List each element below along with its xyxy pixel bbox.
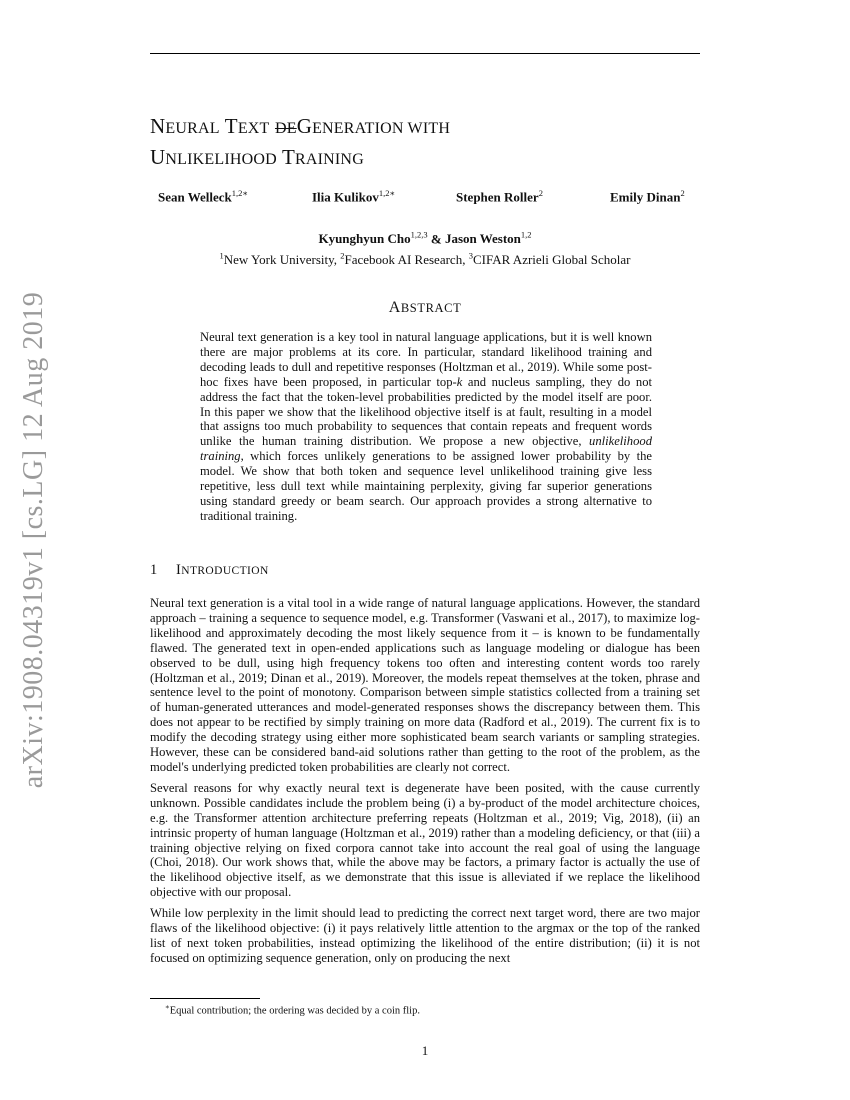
- footnote-rule: [150, 998, 260, 999]
- author: Ilia Kulikov$^{1,2∗}$: [312, 188, 396, 205]
- arxiv-stamp: arXiv:1908.04319v1 [cs.LG] 12 Aug 2019: [18, 291, 49, 789]
- body-text: [150, 596, 700, 972]
- author: Jason Weston$^{1,2}$: [444, 230, 532, 247]
- author: Sean Welleck$^{1,2∗}$: [158, 188, 249, 205]
- paper-title: NEURAL TEXT DEGENERATION WITH UNLIKELIHOOD TRAINING: [150, 114, 451, 169]
- page-number: 1: [421, 1043, 429, 1058]
- footnote: ∗Equal contribution; the ordering was decided by a coin flip.: [165, 1003, 420, 1017]
- author: Kyunghyun Cho$^{1,2,3}$: [318, 230, 428, 247]
- top-rule: [150, 53, 700, 54]
- abstract-heading: ABSTRACT: [388, 299, 462, 316]
- author: Emily Dinan$^2$: [610, 188, 685, 205]
- authors-row-2: Kyunghyun Cho$^{1,2,3}$ & Jason Weston$^{1,2}$ $^1$New York University, $^2$Facebook AI Research, $^3$CIFAR Azrieli Global Scholar: [219, 230, 631, 267]
- author: Stephen Roller$^2$: [456, 188, 543, 205]
- paragraph: Several reasons for why exactly neural text is degenerate have been posited, with the cause currently unknown. Possible candidates include the problem being (i) a by-product of the model architecture choices, e.g. the Transformer attention architecture preferring repeats (Holtzman et al., 2019; Vig, 2018), (ii) an intrinsic property of human language (Holtzman et al., 2019) rather than a modeling deficiency, or that (iii) a training objective relying on fixed corpora cannot take into account the real goal of using the language (Choi, 2018). Our work shows that, while the above may be factors, a primary factor is actually the use of the likelihood objective itself, as we demonstrate that this issue is alleviated if we replace the likelihood objective with our proposal.: [150, 780, 700, 900]
- title-strikethrough: DE: [274, 120, 297, 137]
- abstract-text: Neural text generation is a key tool in natural language applications, but it is well known there are major problems at its core. In particular, standard likelihood training and decoding leads to dull and repetitive responses (Holtzman et al., 2019). While some post-hoc fixes have been proposed, in particular top-k and nucleus sampling, they do not address the fact that the token-level probabilities predicted by the model itself are poor. In this paper we show that the likelihood objective itself is at fault, resulting in a model that assigns too much probability to sequences that contain repeats and frequent words unlike the human training distribution. We propose a new objective, unlikelihood training, which forces unlikely generations to be assigned lower probability by the model. We show that both token and sequence level unlikelihood training give less repetitive, less dull text while maintaining perplexity, giving far superior generations using standard greedy or beam search. Our approach provides a strong alternative to traditional training.: [200, 330, 652, 523]
- paragraph: While low perplexity in the limit should lead to predicting the correct next target word, there are two major flaws of the likelihood objective: (i) it pays relatively little attention to the argmax or the top of the ranked list of next token probabilities, instead optimizing the likelihood of the entire distribution; (ii) it is not focused on optimizing sequence generation, only on producing the next: [150, 906, 700, 965]
- section-heading: 1 INTRODUCTION: [150, 562, 269, 578]
- affiliations: $^1$New York University, $^2$Facebook AI Research, $^3$CIFAR Azrieli Global Scholar: [219, 250, 631, 267]
- paragraph: Neural text generation is a vital tool in a wide range of natural language applications. However, the standard approach – training a sequence to sequence model, e.g. Transformer (Vaswani et al., 2017), to maximize log-likelihood and approximately decoding the most likely sequence from it – is known to be fundamentally flawed. The generated text in open-ended applications such as language modeling or dialogue has been observed to be dull, using high frequency tokens too often and interesting content words too rarely (Holtzman et al., 2019; Dinan et al., 2019). Moreover, the models repeat themselves at the token, phrase and sentence level to the point of monotony. Comparison between simple statistics collected from a training set of human-generated utterances and model-generated responses shows the discrepancy between them. This does not appear to be rectified by simply training on more data (Radford et al., 2019). The current fix is to modify the decoding strategy using either more sophisticated beam search variants or sampling strategies. However, these can be considered band-aid solutions rather than getting to the root of the problem, as the model's underlying predicted token probabilities are clearly not correct.: [150, 596, 700, 774]
